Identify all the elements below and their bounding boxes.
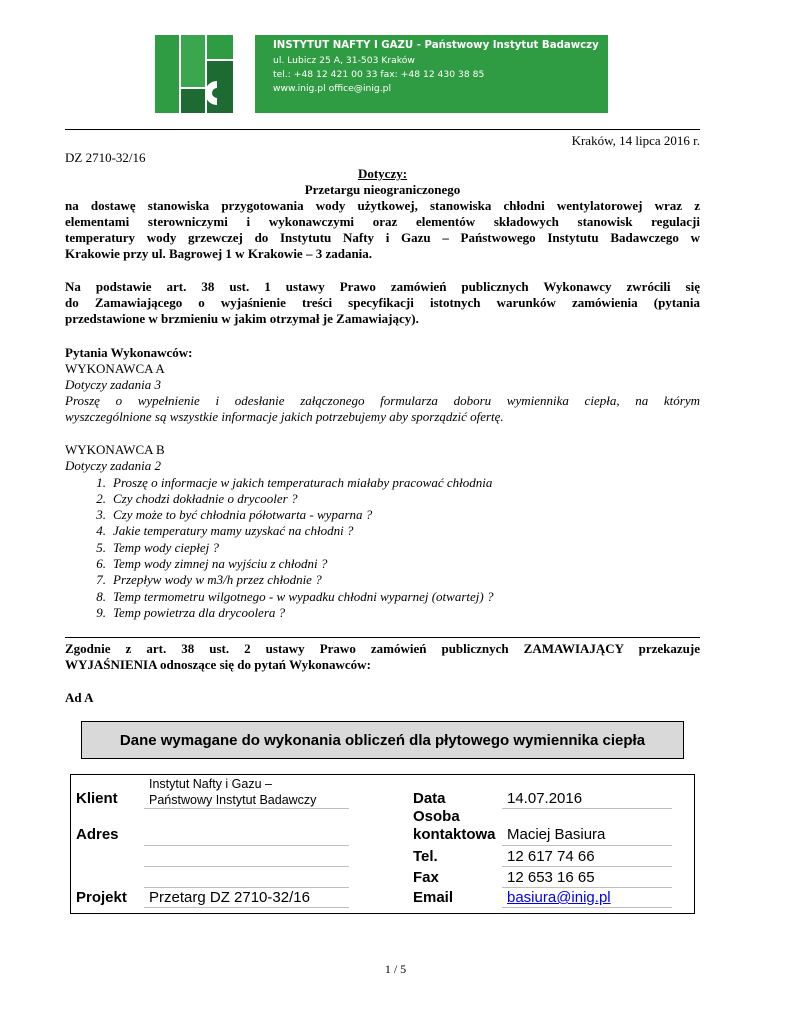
- client-value-line-2: Państwowy Instytut Badawczy: [149, 793, 317, 807]
- intro-line-1: Na podstawie art. 38 ust. 1 ustawy Prawo zamówień publicznych Wykonawcy zwrócili się: [65, 279, 700, 294]
- question-text: Proszę o informacje w jakich temperaturach miałaby pracować chłodnia: [113, 475, 493, 490]
- contact-field-line: [502, 845, 672, 846]
- email-field-line: [502, 907, 672, 908]
- header-rule: [65, 129, 700, 130]
- question-number: 7.: [96, 572, 106, 587]
- page-number: 1 / 5: [384, 962, 407, 976]
- question-text: Czy może to być chłodnia półotwarta - wyparna ?: [113, 507, 373, 522]
- reference-number: DZ 2710-32/16: [65, 150, 146, 165]
- contractor-b-task: Dotyczy zadania 2: [65, 458, 162, 473]
- subject-heading: Dotyczy:: [357, 166, 408, 181]
- letterhead-banner: [255, 35, 608, 113]
- question-text: Czy chodzi dokładnie o drycooler ?: [113, 491, 298, 506]
- project-field-line: [144, 907, 349, 908]
- ad-a-heading: Ad A: [65, 690, 94, 705]
- project-label: Projekt: [76, 889, 127, 906]
- client-label: Klient: [76, 790, 118, 807]
- project-value: Przetarg DZ 2710-32/16: [149, 889, 310, 906]
- contact-label-line-2: kontaktowa: [413, 826, 496, 843]
- institute-web-email: www.inig.pl office@inig.pl: [273, 83, 392, 94]
- subject-line-3: temperatury wody grzewczej do Instytutu Nafty i Gazu – Państwowego Instytutu Badawczego w: [65, 230, 700, 245]
- institute-name: INSTYTUT NAFTY I GAZU - Państwowy Instytut Badawczy: [273, 40, 599, 51]
- tel-value: 12 617 74 66: [507, 848, 595, 865]
- institute-phone-fax: tel.: +48 12 421 00 33 fax: +48 12 430 38 85: [273, 69, 485, 80]
- question-number: 8.: [96, 589, 106, 604]
- question-number: 2.: [96, 491, 106, 506]
- question-text: Jakie temperatury mamy uzyskać na chłodni ?: [113, 523, 354, 538]
- subject-line-1: na dostawę stanowiska przygotowania wody użytkowej, stanowiska chłodni wentylatorowej wraz z: [65, 198, 700, 213]
- answer-rule: [65, 637, 700, 638]
- subject-line-4: Krakowie przy ul. Bagrowej 1 w Krakowie – 3 zadania.: [65, 246, 373, 261]
- question-text: Temp wody ciepłej ?: [113, 540, 220, 555]
- fax-field-line: [502, 887, 672, 888]
- contractor-a-line-2: wyszczególnione są wszystkie informacje jakich potrzebujemy aby sporządzić ofertę.: [65, 409, 504, 424]
- question-number: 1.: [96, 475, 106, 490]
- fax-value: 12 653 16 65: [507, 869, 595, 886]
- email-link[interactable]: basiura@inig.pl: [507, 889, 611, 906]
- address-field-line-2: [144, 866, 349, 867]
- question-number: 4.: [96, 523, 106, 538]
- question-number: 9.: [96, 605, 106, 620]
- contractor-b-name: WYKONAWCA B: [65, 442, 165, 457]
- answer-line-1: Zgodnie z art. 38 ust. 2 ustawy Prawo zamówień publicznych ZAMAWIAJĄCY przekazuje: [65, 641, 700, 656]
- answer-line-2: WYJAŚNIENIA odnoszące się do pytań Wykonawców:: [65, 657, 371, 672]
- form-title-box: [81, 721, 684, 759]
- form-title: Dane wymagane do wykonania obliczeń dla płytowego wymiennika ciepła: [119, 731, 646, 749]
- tel-field-line: [502, 866, 672, 867]
- fax-label: Fax: [413, 869, 439, 886]
- email-label: Email: [413, 889, 454, 906]
- address-field-line-1: [144, 845, 349, 846]
- question-number: 3.: [96, 507, 106, 522]
- questions-heading: Pytania Wykonawców:: [65, 345, 193, 360]
- question-text: Temp wody zimnej na wyjściu z chłodni ?: [113, 556, 328, 571]
- client-value-line-1: Instytut Nafty i Gazu –: [149, 777, 272, 791]
- inig-logo: [155, 35, 233, 113]
- institute-address: ul. Lubicz 25 A, 31-503 Kraków: [273, 55, 415, 66]
- question-text: Temp termometru wilgotnego - w wypadku chłodni wyparnej (otwartej) ?: [113, 589, 494, 604]
- tel-label: Tel.: [413, 848, 438, 865]
- address-label: Adres: [76, 826, 119, 843]
- question-number: 6.: [96, 556, 106, 571]
- subject-title: Przetargu nieograniczonego: [304, 182, 461, 197]
- question-text: Przepływ wody w m3/h przez chłodnie ?: [113, 572, 322, 587]
- intro-line-2: do Zamawiającego o wyjaśnienie treści specyfikacji istotnych warunków zamówienia (pytania: [65, 295, 700, 310]
- client-field-line: [144, 808, 349, 809]
- contractor-a-task: Dotyczy zadania 3: [65, 377, 162, 392]
- contractor-a-line-1: Proszę o wypełnienie i odesłanie załączonego formularza doboru wymiennika ciepła, na którym: [65, 393, 700, 408]
- date-place: Kraków, 14 lipca 2016 r.: [571, 133, 700, 148]
- intro-line-3: przedstawione w brzmieniu w jakim otrzymał je Zamawiający).: [65, 311, 419, 326]
- date-field-line: [502, 808, 672, 809]
- date-label: Data: [413, 790, 446, 807]
- contact-value: Maciej Basiura: [507, 826, 606, 843]
- question-text: Temp powietrza dla drycoolera ?: [113, 605, 286, 620]
- question-number: 5.: [96, 540, 106, 555]
- date-value: 14.07.2016: [507, 790, 583, 807]
- address-field-line-3: [144, 887, 349, 888]
- subject-line-2: elementami sterowniczymi i wykonawczymi oraz elementów składowych stanowisk regulacji: [65, 214, 700, 229]
- contractor-a-name: WYKONAWCA A: [65, 361, 165, 376]
- contact-label-line-1: Osoba: [413, 808, 460, 825]
